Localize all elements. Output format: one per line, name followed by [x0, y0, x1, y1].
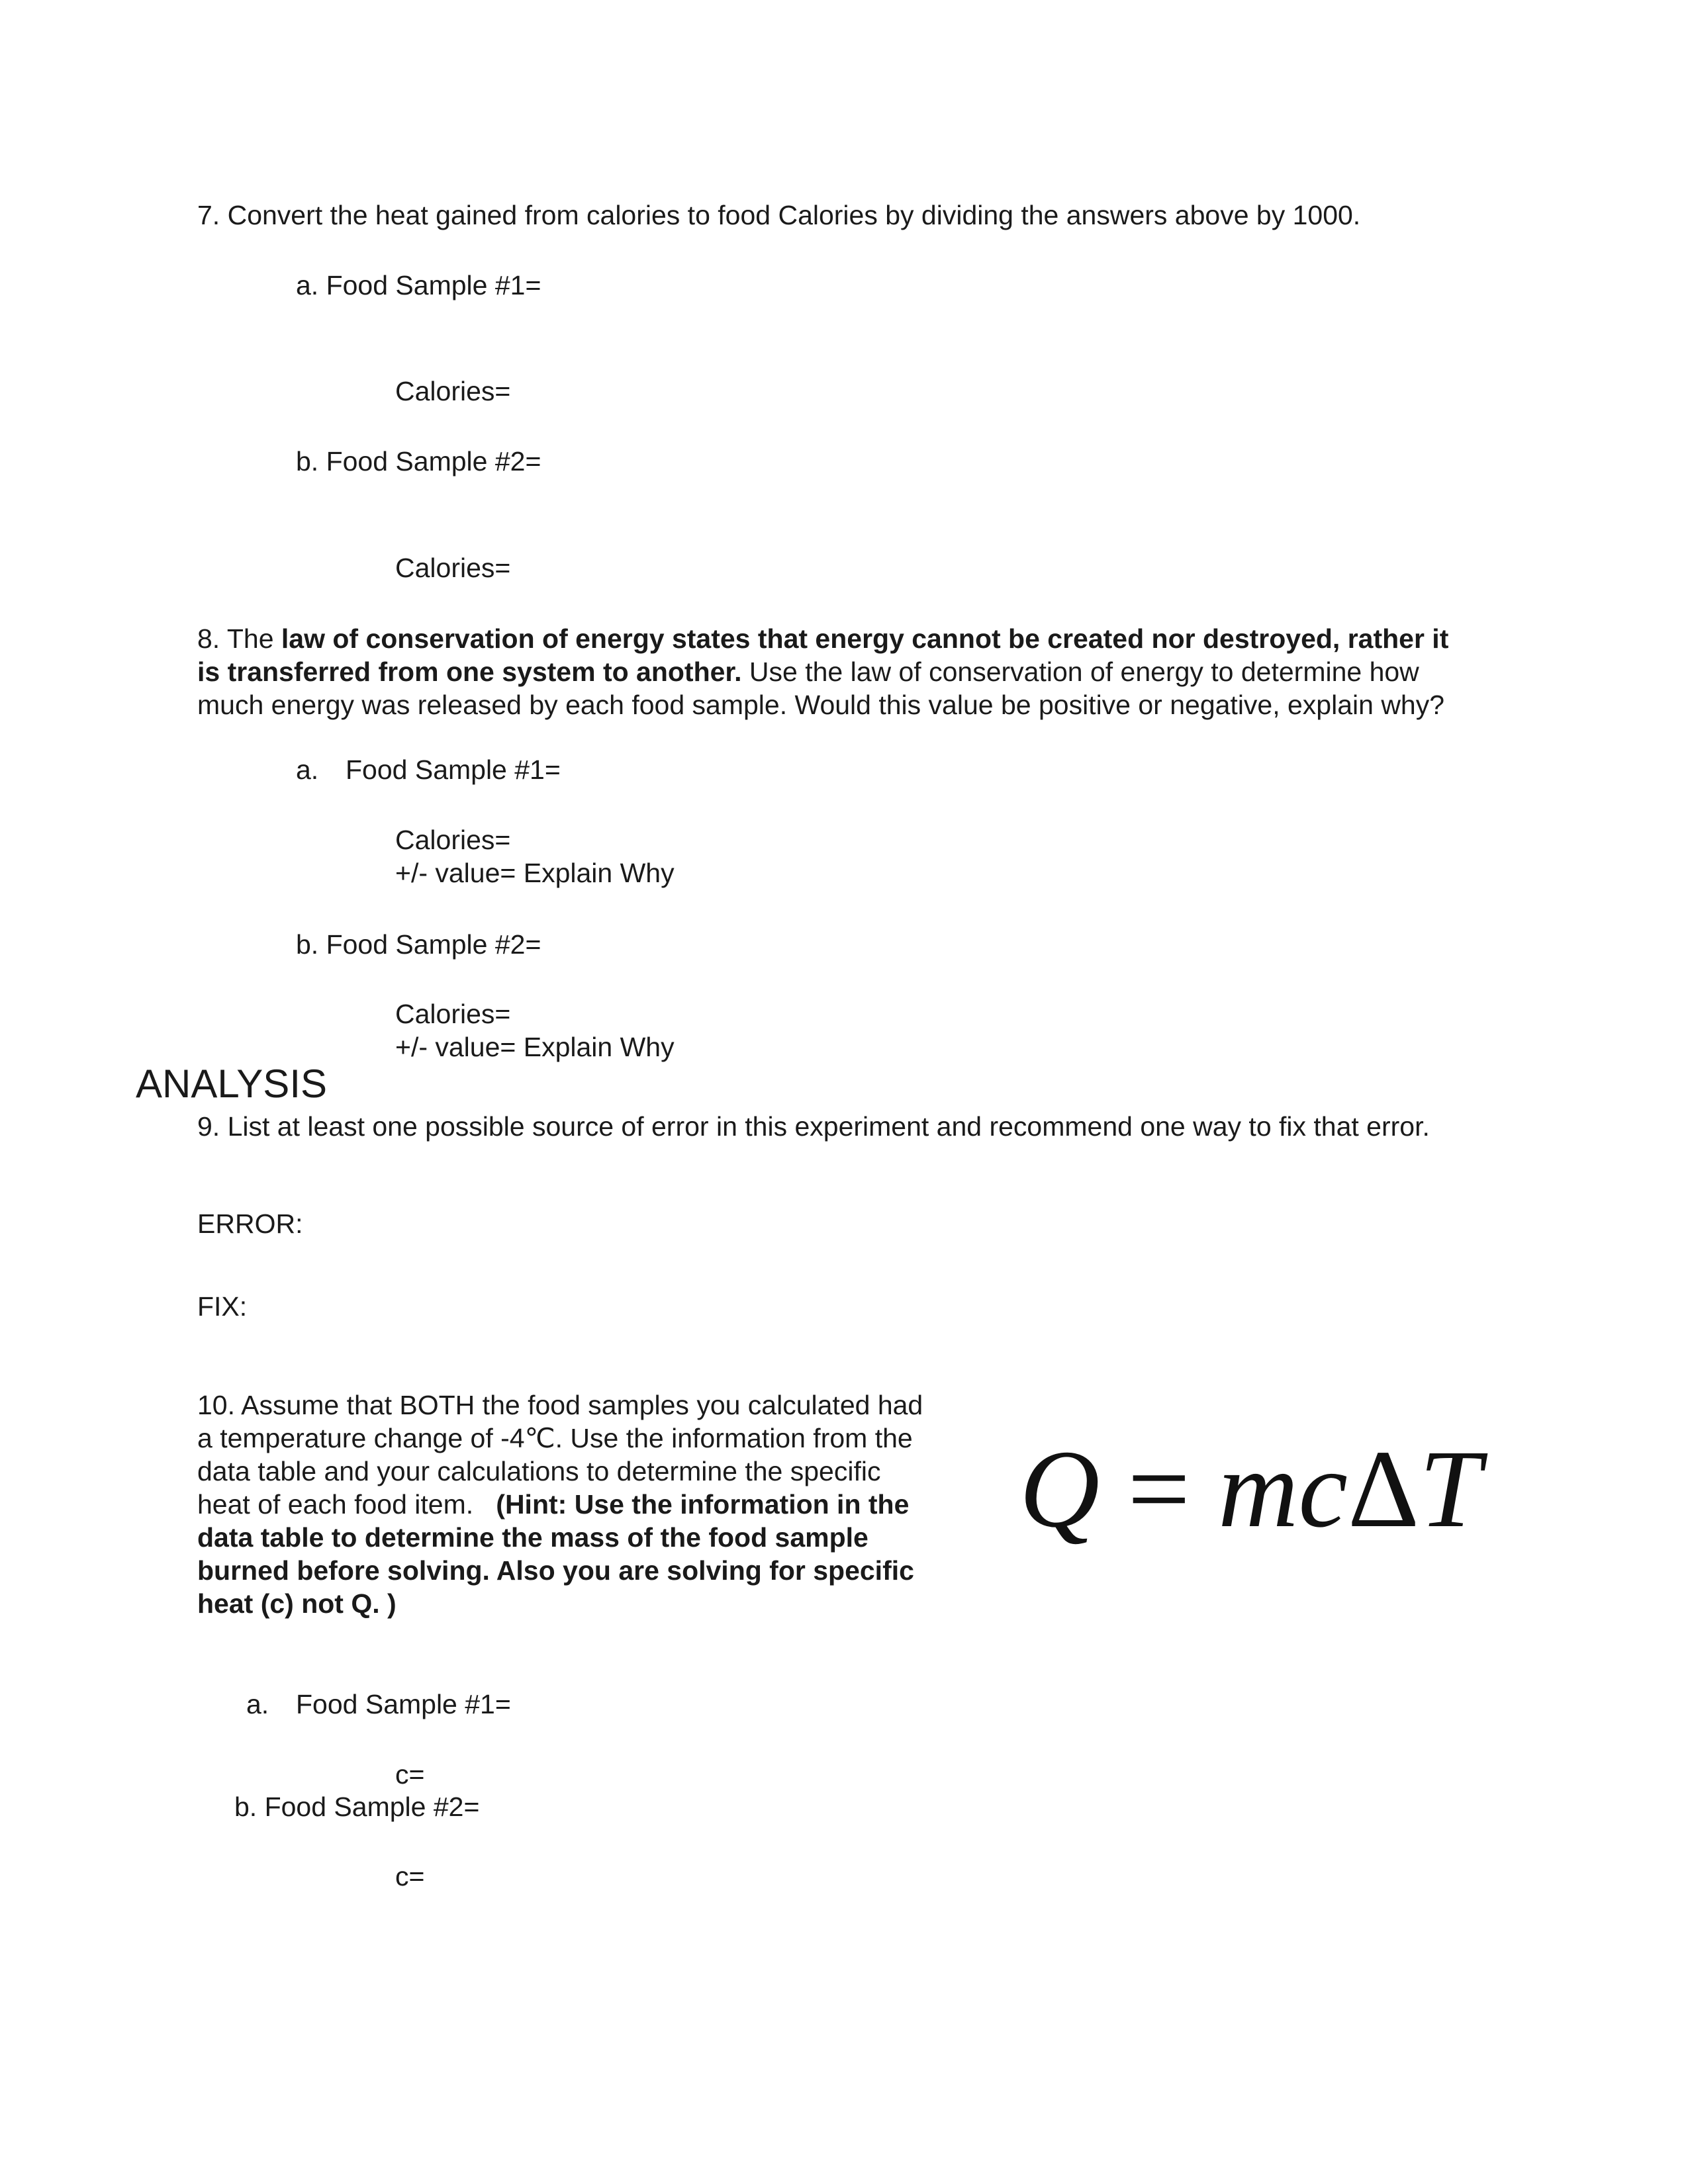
analysis-heading: ANALYSIS — [136, 1062, 328, 1106]
q10-sample2-label: b. Food Sample #2= — [234, 1792, 480, 1822]
q7-sample1-label: a. Food Sample #1= — [296, 270, 541, 300]
q10-hint: (Hint: Use the information in the data table to determine the mass of the food sample burned before solving. Also you are solving for specific heat (c) not Q. ) — [197, 1489, 914, 1619]
error-label: ERROR: — [197, 1208, 303, 1239]
q10-prompt — [197, 1388, 925, 1620]
q10-text: 10. Assume that BOTH the food samples you calculated had a temperature change of -4℃. Use the information from the data table and your calculations to determine the specific heat of each food item. — [197, 1390, 923, 1520]
q10-gap — [473, 1489, 496, 1520]
q10-sample2-c: c= — [395, 1861, 425, 1891]
q7-sample2-label: b. Food Sample #2= — [296, 446, 541, 477]
q8-law-statement: law of conservation of energy states that energy cannot be created nor destroyed, rather it is transferred from one system to another. — [197, 623, 1449, 687]
q8-sample1-sign: +/- value= Explain Why — [395, 858, 675, 888]
q7-prompt: 7. Convert the heat gained from calories to food Calories by dividing the answers above by 1000. — [197, 200, 1361, 230]
q8-instructions: Use the law of conservation of energy to determine how much energy was released by each food sample. Would this value be positive or negative, explain why? — [197, 657, 1445, 720]
q8-sample2-sign: +/- value= Explain Why — [395, 1032, 675, 1062]
specific-heat-equation — [1019, 1423, 1481, 1555]
q9-prompt: 9. List at least one possible source of error in this experiment and recommend one way to fix that error. — [197, 1111, 1430, 1142]
q7-sample1-calories: Calories= — [395, 376, 511, 406]
q7-sample2-calories: Calories= — [395, 553, 511, 583]
q8-sample1-marker: a. — [296, 754, 319, 785]
fix-label: FIX: — [197, 1291, 248, 1322]
q8-intro: 8. The — [197, 623, 281, 654]
q10-sample1-label: Food Sample #1= — [296, 1689, 511, 1719]
q10-sample1-c: c= — [395, 1759, 425, 1790]
q8-sample2-calories: Calories= — [395, 999, 511, 1029]
q8-sample2-label: b. Food Sample #2= — [296, 929, 541, 960]
eq-delta: Δ — [1347, 1428, 1420, 1551]
eq-m: m — [1218, 1428, 1299, 1551]
q8-sample1-calories: Calories= — [395, 825, 511, 855]
q8-sample1-label: Food Sample #1= — [346, 754, 561, 785]
q10-sample1-marker: a. — [246, 1689, 269, 1719]
eq-q: Q — [1019, 1428, 1100, 1551]
eq-c: c — [1298, 1428, 1348, 1551]
q8-prompt — [197, 622, 1475, 721]
eq-t: T — [1419, 1428, 1481, 1551]
eq-equals: = — [1100, 1428, 1219, 1551]
